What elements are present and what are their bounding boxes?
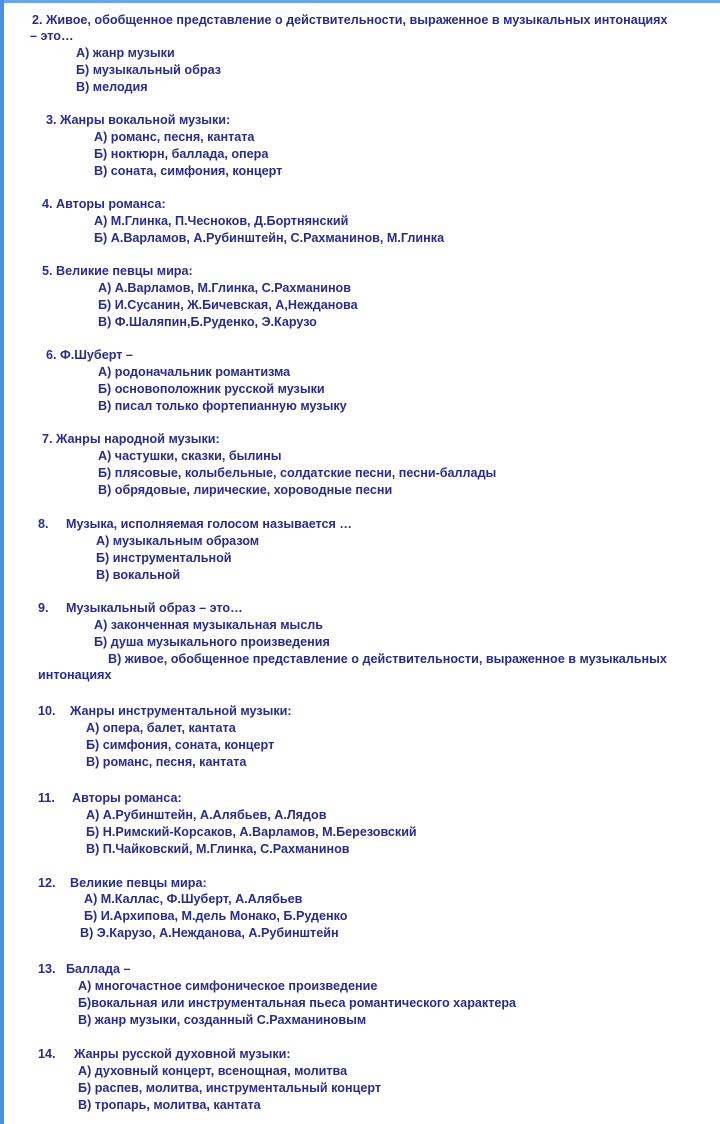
option-a: А) опера, балет, кантата <box>86 721 236 735</box>
option-a: А) М.Глинка, П.Чесноков, Д.Бортнянский <box>94 214 349 228</box>
option-b: Б) Н.Римский-Корсаков, А.Варламов, М.Березовский <box>86 825 417 839</box>
question-label: Жанры народной музыки: <box>56 432 220 446</box>
question-text <box>42 263 193 279</box>
option-c-continued: интонациях <box>38 668 112 682</box>
option-c: В) Ф.Шаляпин,Б.Руденко, Э.Карузо <box>98 315 317 329</box>
question-text <box>46 112 230 128</box>
option-b: Б) инструментальной <box>96 551 232 565</box>
option-b: Б) основоположник русской музыки <box>98 382 325 396</box>
option-b: Б) ноктюрн, баллада, опера <box>94 147 269 161</box>
question-number: 10. <box>38 704 56 718</box>
question-label: Авторы романса: <box>56 197 166 211</box>
question-number: 14. <box>38 1047 56 1061</box>
left-border <box>0 0 4 1124</box>
option-a: А) многочастное симфоническое произведение <box>78 979 378 993</box>
option-c: В) вокальной <box>96 568 181 582</box>
option-a: А) М.Каллас, Ф.Шуберт, А.Алябьев <box>84 892 303 906</box>
option-b: Б) душа музыкального произведения <box>94 635 330 649</box>
option-c: В) Э.Карузо, А.Нежданова, А.Рубинштейн <box>80 926 339 940</box>
top-border <box>0 0 720 3</box>
question-number: 3. <box>46 113 57 127</box>
option-c: В) обрядовые, лирические, хороводные песни <box>98 483 393 497</box>
option-b: Б) симфония, соната, концерт <box>86 738 275 752</box>
question-label: Жанры инструментальной музыки: <box>70 704 292 718</box>
option-b: Б) И.Архипова, М.дель Монако, Б.Руденко <box>84 909 348 923</box>
option-b: Б) музыкальный образ <box>76 63 221 77</box>
option-b: Б) А.Варламов, А.Рубинштейн, С.Рахманинов, М.Глинка <box>94 231 445 245</box>
question-label: Баллада – <box>66 962 131 976</box>
question-number: 11. <box>38 791 55 805</box>
question-text <box>42 196 166 212</box>
question-label: Живое, обобщенное представление о действительности, выраженное в музыкальных интонациях <box>46 13 668 27</box>
question-label: Великие певцы мира: <box>56 264 193 278</box>
option-c: В) жанр музыки, созданный С.Рахманиновым <box>78 1013 367 1027</box>
option-c: В) тропарь, молитва, кантата <box>78 1098 261 1112</box>
question-number: 7. <box>42 432 53 446</box>
question-label: Жанры вокальной музыки: <box>60 113 231 127</box>
option-a: А) А.Варламов, М.Глинка, С.Рахманинов <box>98 281 351 295</box>
option-a: А) романс, песня, кантата <box>94 130 255 144</box>
question-number: 4. <box>42 197 53 211</box>
option-c: В) писал только фортепианную музыку <box>98 399 347 413</box>
option-a: А) частушки, сказки, былины <box>98 449 282 463</box>
option-c: В) живое, обобщенное представление о действительности, выраженное в музыкальных <box>108 652 667 666</box>
question-label: Великие певцы мира: <box>70 876 207 890</box>
question-text <box>46 347 133 363</box>
question-number: 13. <box>38 962 56 976</box>
question-label: Ф.Шуберт – <box>60 348 133 362</box>
option-c: В) соната, симфония, концерт <box>94 164 283 178</box>
option-c: В) мелодия <box>76 80 148 94</box>
question-number: 6. <box>46 348 57 362</box>
question-number: 9. <box>38 601 49 615</box>
option-a: А) родоначальник романтизма <box>98 365 291 379</box>
question-number: 2. <box>32 13 43 27</box>
question-text <box>42 431 220 447</box>
option-a: А) законченная музыкальная мысль <box>94 618 324 632</box>
option-c: В) П.Чайковский, М.Глинка, С.Рахманинов <box>86 842 350 856</box>
option-c: В) романс, песня, кантата <box>86 755 247 769</box>
question-label: Музыка, исполняемая голосом называется … <box>66 517 352 531</box>
question-text-continued: – это… <box>30 29 74 43</box>
question-number: 12. <box>38 876 56 890</box>
option-b: Б) И.Сусанин, Ж.Бичевская, А,Нежданова <box>98 298 358 312</box>
option-a: А) музыкальным образом <box>96 534 260 548</box>
option-a: А) А.Рубинштейн, А.Алябьев, А.Лядов <box>86 808 327 822</box>
question-number: 5. <box>42 264 53 278</box>
question-text <box>32 12 668 28</box>
option-b: Б) плясовые, колыбельные, солдатские песни, песни-баллады <box>98 466 497 480</box>
question-label: Жанры русской духовной музыки: <box>74 1047 291 1061</box>
question-label: Авторы романса: <box>72 791 182 805</box>
question-label: Музыкальный образ – это… <box>66 601 243 615</box>
option-b: Б)вокальная или инструментальная пьеса романтического характера <box>78 996 517 1010</box>
question-number: 8. <box>38 517 49 531</box>
option-b: Б) распев, молитва, инструментальный концерт <box>78 1081 382 1095</box>
option-a: А) жанр музыки <box>76 46 175 60</box>
option-a: А) духовный концерт, всенощная, молитва <box>78 1064 348 1078</box>
